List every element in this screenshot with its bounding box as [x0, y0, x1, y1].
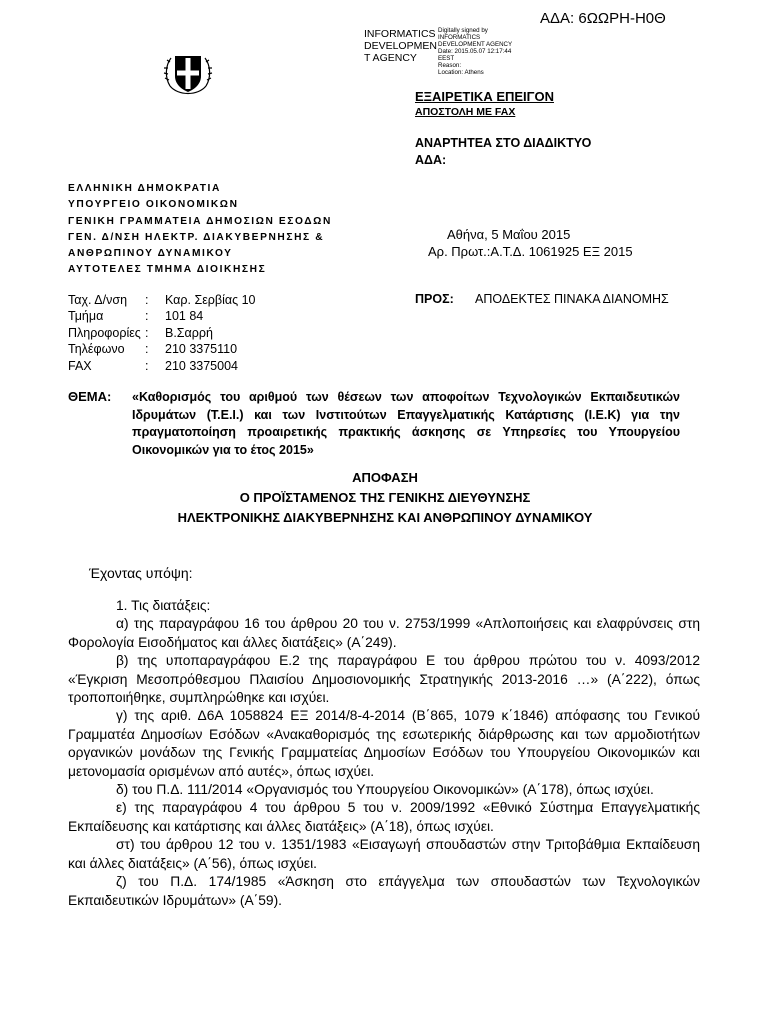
contact-label: FAX: [68, 358, 92, 373]
digital-signature-signer: INFORMATICS DEVELOPMEN T AGENCY: [364, 28, 437, 64]
issuing-authority: [68, 181, 332, 279]
authority-line: ΑΝΘΡΩΠΙΝΟΥ ΔΥΝΑΜΙΚΟΥ: [68, 248, 233, 260]
greek-coat-of-arms-icon: [160, 46, 216, 102]
decision-authority-line2: ΗΛΕΚΤΡΟΝΙΚΗΣ ΔΙΑΚΥΒΕΡΝΗΣΗΣ ΚΑΙ ΑΝΘΡΩΠΙΝΟΥ ΔΥΝΑΜΙΚΟΥ: [177, 510, 593, 525]
urgent-stamp: ΕΞΑΙΡΕΤΙΚΑ ΕΠΕΙΓΟΝ: [415, 89, 554, 104]
authority-line: ΕΛΛΗΝΙΚΗ ΔΗΜΟΚΡΑΤΙΑ: [68, 183, 221, 194]
contact-value: 101 84: [165, 309, 204, 324]
contact-row: [68, 325, 255, 341]
body-paragraph: γ) της αριθ. Δ6Α 1058824 ΕΞ 2014/8-4-2014 (Β΄865, 1079 κ΄1846) απόφασης του Γενικού Γραμματέα Δημοσίων Εσόδων «Ανακαθορισμός της εσωτερικής διάρθρωσης και των αρμοδιοτήτων οργανικών μονάδων της Γενικής Γραμματείας Δημοσίων Εσόδων του Υπουργείου Οικονομικών και μετονομασία ορισμένων από αυτές», όπως ισχύει.: [68, 708, 700, 779]
document-body: [68, 597, 700, 910]
contact-value: Καρ. Σερβίας 10: [165, 293, 256, 307]
ada-header: ΑΔΑ: 6ΩΩΡΗ-Η0Θ: [540, 10, 666, 27]
body-paragraph: β) της υποπαραγράφου Ε.2 της παραγράφου Ε του άρθρου πρώτου του ν. 4093/2012 «Έγκριση Μεσοπρόθεσμου Πλαισίου Δημοσιονομικής Στρατηγικής 2013-2016 …» (Α΄222), όπως τροποποιήθηκε, συμπληρώθηκε και ισχύει.: [68, 653, 700, 706]
body-paragraph: ζ) του Π.Δ. 174/1985 «Άσκηση στο επάγγελμα των σπουδαστών των Τεχνολογικών Εκπαιδευτικών Ιδρυμάτων» (Α΄59).: [68, 874, 700, 908]
contact-row: [68, 341, 255, 357]
subject-text: «Καθορισμός του αριθμού των θέσεων των αποφοίτων Τεχνολογικών Εκπαιδευτικών Ιδρυμάτων (Τ.Ε.Ι.) και των Ινστιτούτων Επαγγελματικής Κατάρτισης (Ι.Ε.Κ) για την πραγματοποίηση προαιρετικής πρακτικής άσκησης σε Υπηρεσίες του Υπουργείου Οικονομικών για το έτος 2015»: [132, 390, 680, 457]
contact-row: [68, 308, 255, 324]
authority-line: ΓΕΝ. Δ/ΝΣΗ ΗΛΕΚΤΡ. ΔΙΑΚΥΒΕΡΝΗΣΗΣ &: [68, 231, 325, 243]
contact-label: Τμήμα: [68, 309, 104, 324]
item-heading: 1. Τις διατάξεις:: [116, 598, 211, 613]
contact-info: [68, 292, 255, 374]
recipient-label: ΠΡΟΣ:: [415, 292, 454, 306]
contact-separator: :: [145, 325, 149, 340]
contact-label: Πληροφορίες: [68, 325, 141, 340]
body-paragraph: στ) του άρθρου 12 του ν. 1351/1983 «Εισαγωγή σπουδαστών στην Τριτοβάθμια Εκπαίδευση και άλλες διατάξεις» (Α΄56), όπως ισχύει.: [68, 837, 700, 871]
document-date: Αθήνα, 5 Μαΐου 2015: [447, 227, 571, 242]
contact-label: Ταχ. Δ/νση: [68, 293, 128, 307]
authority-line: ΑΥΤΟΤΕΛΕΣ ΤΜΗΜΑ ΔΙΟΙΚΗΣΗΣ: [68, 264, 267, 276]
contact-label: Τηλέφωνο: [68, 342, 125, 357]
subject-label: ΘΕΜΑ:: [68, 389, 112, 404]
contact-row: [68, 292, 255, 308]
recipient-value: ΑΠΟΔΕΚΤΕΣ ΠΙΝΑΚΑ ΔΙΑΝΟΜΗΣ: [475, 292, 669, 306]
contact-separator: :: [145, 309, 149, 324]
contact-value: Β.Σαρρή: [165, 325, 213, 340]
decision-authority-line1: Ο ΠΡΟΪΣΤΑΜΕΝΟΣ ΤΗΣ ΓΕΝΙΚΗΣ ΔΙΕΥΘΥΝΣΗΣ: [239, 490, 531, 505]
body-paragraph: δ) του Π.Δ. 111/2014 «Οργανισμός του Υπουργείου Οικονομικών» (Α΄178), όπως ισχύει.: [116, 782, 654, 798]
post-online-stamp: ΑΝΑΡΤΗΤΕΑ ΣΤΟ ΔΙΑΔΙΚΤΥΟ: [415, 136, 592, 150]
body-paragraph: ε) της παραγράφου 4 του άρθρου 5 του ν. 2009/1992 «Εθνικό Σύστημα Επαγγελματικής Εκπαίδευσης και κατάρτισης και άλλες διατάξεις» (Α΄18), όπως ισχύει.: [68, 800, 700, 834]
contact-separator: :: [145, 342, 149, 357]
fax-stamp: ΑΠΟΣΤΟΛΗ ΜΕ FAX: [415, 106, 516, 118]
protocol-number: Αρ. Πρωτ.:Α.Τ.Δ. 1061925 ΕΞ 2015: [428, 244, 633, 259]
contact-value: 210 3375004: [165, 358, 238, 373]
contact-separator: :: [145, 293, 149, 307]
authority-line: ΥΠΟΥΡΓΕΙΟ ΟΙΚΟΝΟΜΙΚΩΝ: [68, 199, 239, 211]
contact-separator: :: [145, 358, 149, 373]
decision-title: ΑΠΟΦΑΣΗ: [352, 470, 418, 485]
contact-row: [68, 358, 255, 374]
contact-value: 210 3375110: [165, 342, 238, 357]
digital-signature-details: Digitally signed by INFORMATICS DEVELOPMENT AGENCY Date: 2015.05.07 12:17:44 EEST Reason: Location: Athens: [438, 27, 513, 76]
authority-line: ΓΕΝΙΚΗ ΓΡΑΜΜΑΤΕΙΑ ΔΗΜΟΣΙΩΝ ΕΣΟΔΩΝ: [68, 215, 332, 227]
ada-label: ΑΔΑ:: [415, 153, 447, 167]
body-paragraph: α) της παραγράφου 16 του άρθρου 20 του ν. 2753/1999 «Απλοποιήσεις και ελαφρύνσεις στη Φορολογία Εισοδήματος και άλλες διατάξεις» (Α΄249).: [68, 616, 700, 650]
considering-heading: Έχοντας υπόψη:: [89, 565, 193, 581]
